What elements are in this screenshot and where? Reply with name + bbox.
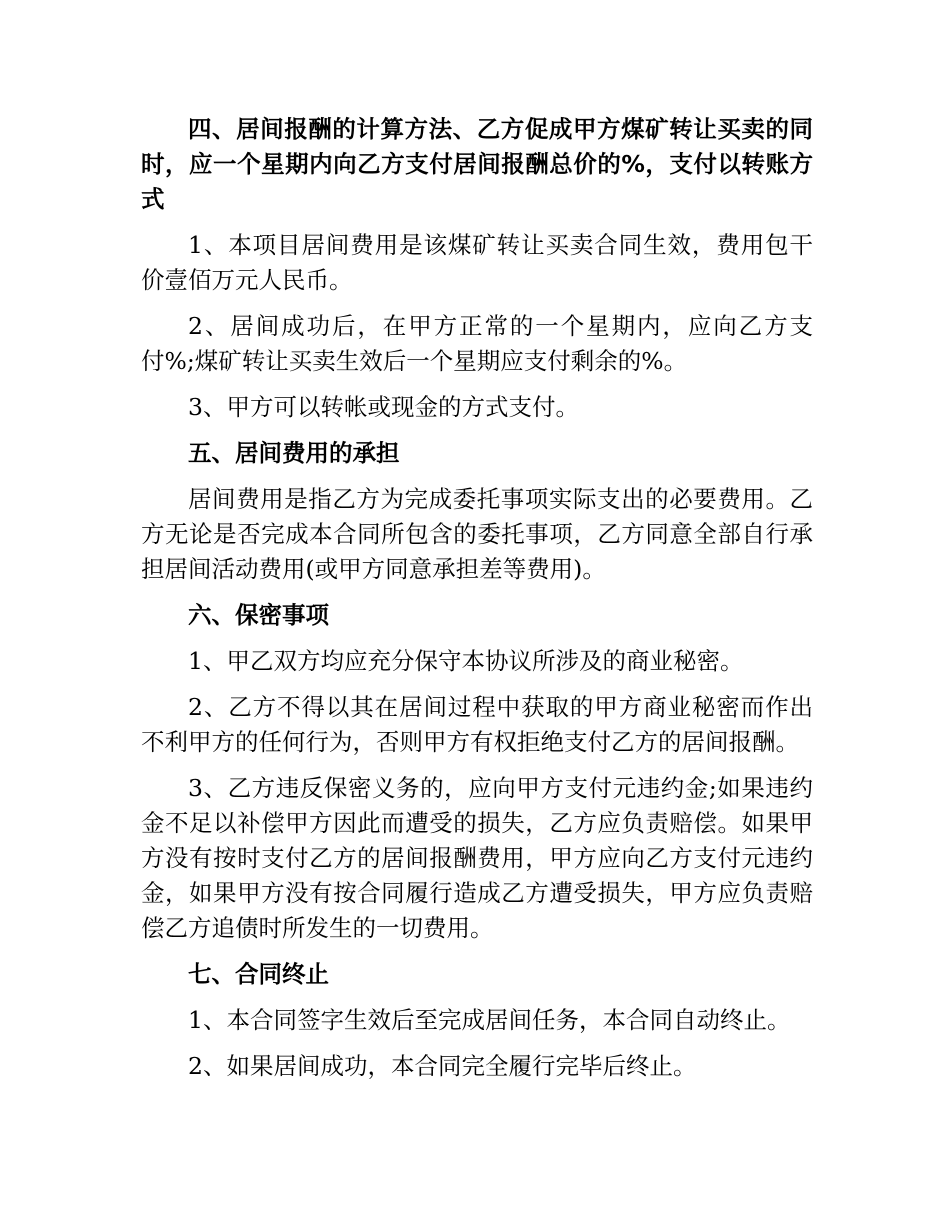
paragraph-6-3: 3、乙方违反保密义务的，应向甲方支付元违约金;如果违约金不足以补偿甲方因此而遭受的损失，乙方应负责赔偿。如果甲方没有按时支付乙方的居间报酬费用，甲方应向乙方支付元违约金，如果甲方没有按合同履行造成乙方遭受损失，甲方应负责赔偿乙方追债时所发生的一切费用。	[141, 774, 813, 942]
section-heading-6: 六、保密事项	[188, 601, 329, 629]
paragraph-7-2: 2、如果居间成功，本合同完全履行完毕后终止。	[188, 1052, 697, 1080]
paragraph-4-2: 2、居间成功后，在甲方正常的一个星期内，应向乙方支付%;煤矿转让买卖生效后一个星期应支付剩余的%。	[141, 312, 813, 375]
paragraph-4-3: 3、甲方可以转帐或现金的方式支付。	[188, 393, 579, 421]
paragraph-6-1: 1、甲乙双方均应充分保守本协议所涉及的商业秘密。	[188, 647, 744, 675]
paragraph-7-1: 1、本合同签字生效后至完成居间任务，本合同自动终止。	[188, 1006, 791, 1034]
section-heading-4: 四、居间报酬的计算方法、乙方促成甲方煤矿转让买卖的同时，应一个星期内向乙方支付居间报酬总价的%，支付以转账方式	[141, 115, 813, 213]
paragraph-4-1: 1、本项目居间费用是该煤矿转让买卖合同生效，费用包干价壹佰万元人民币。	[141, 231, 813, 294]
paragraph-5-1: 居间费用是指乙方为完成委托事项实际支出的必要费用。乙方无论是否完成本合同所包含的委托事项，乙方同意全部自行承担居间活动费用(或甲方同意承担差等费用)。	[141, 485, 813, 583]
document-page	[141, 112, 813, 1095]
paragraph-6-2: 2、乙方不得以其在居间过程中获取的甲方商业秘密而作出不利甲方的任何行为，否则甲方有权拒绝支付乙方的居间报酬。	[141, 693, 813, 756]
section-heading-7: 七、合同终止	[188, 960, 329, 988]
section-heading-5: 五、居间费用的承担	[188, 439, 400, 467]
